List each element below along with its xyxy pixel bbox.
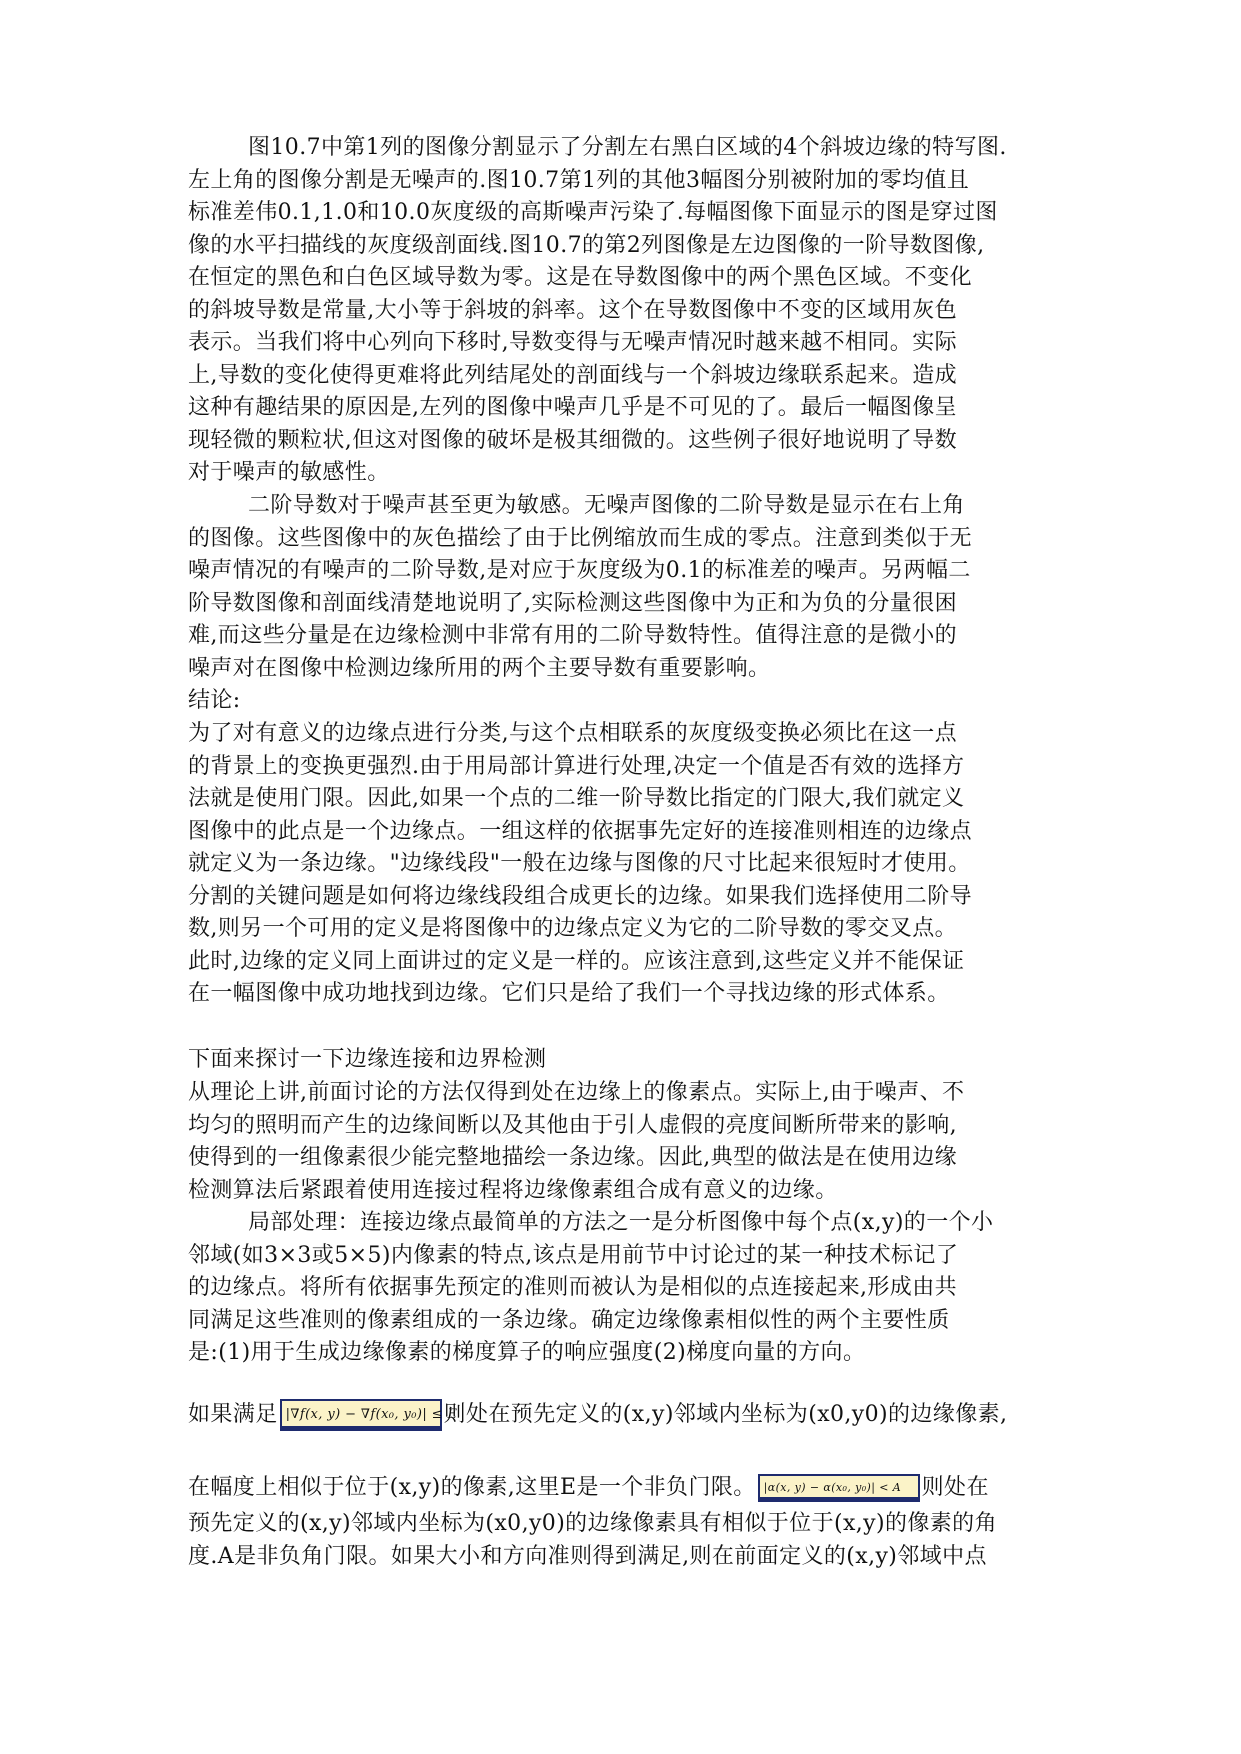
text-line: 局部处理：连接边缘点最简单的方法之一是分析图像中每个点(x,y)的一个小 — [248, 1210, 994, 1235]
text-fragment: 如果满足 — [188, 1402, 278, 1427]
text-fragment: 则处在 — [921, 1475, 989, 1500]
text-line: 这种有趣结果的原因是,左列的图像中噪声几乎是不可见的了。最后一幅图像呈 — [188, 395, 957, 420]
section-heading-block — [188, 1044, 1068, 1077]
text-line: 噪声对在图像中检测边缘所用的两个主要导数有重要影响。 — [188, 655, 771, 681]
text-line: 检测算法后紧跟着使用连接过程将边缘像素组合成有意义的边缘。 — [188, 1177, 838, 1203]
paragraph-3 — [188, 718, 1068, 1011]
paragraph-4 — [188, 1077, 1068, 1207]
text-line: 标准差伟0.1,1.0和10.0灰度级的高斯噪声污染了.每幅图像下面显示的图是穿过图 — [188, 200, 998, 225]
text-line: 的斜坡导数是常量,大小等于斜坡的斜率。这个在导数图像中不变的区域用灰色 — [188, 297, 957, 323]
text-line: 在一幅图像中成功地找到边缘。它们只是给了我们一个寻找边缘的形式体系。 — [188, 981, 950, 1006]
text-line: 分割的关键问题是如何将边缘线段组合成更长的边缘。如果我们选择使用二阶导 — [188, 883, 973, 909]
text-line: 噪声情况的有噪声的二阶导数,是对应于灰度级为0.1的标准差的噪声。另两幅二 — [188, 558, 971, 583]
text-line: 从理论上讲,前面讨论的方法仅得到处在边缘上的像素点。实际上,由于噪声、不 — [188, 1080, 965, 1105]
text-line: 预先定义的(x,y)邻域内坐标为(x0,y0)的边缘像素具有相似于位于(x,y)的像素的角 — [188, 1511, 997, 1536]
paragraph-1 — [188, 132, 1068, 490]
text-line: 此时,边缘的定义同上面讲过的定义是一样的。应该注意到,这些定义并不能保证 — [188, 948, 965, 974]
text-line: 数,则另一个可用的定义是将图像中的边缘点定义为它的二阶导数的零交叉点。 — [188, 916, 957, 941]
text-line: 度.A是非负角门限。如果大小和方向准则得到满足,则在前面定义的(x,y)邻域中点 — [188, 1543, 987, 1569]
text-line: 均匀的照明而产生的边缘间断以及其他由于引人虚假的亮度间断所带来的影响, — [188, 1112, 957, 1138]
text-line: 同满足这些准则的像素组成的一条边缘。确定边缘像素相似性的两个主要性质 — [188, 1307, 950, 1333]
text-line: 是:(1)用于生成边缘像素的梯度算子的响应强度(2)梯度向量的方向。 — [188, 1340, 866, 1365]
text-line: 为了对有意义的边缘点进行分类,与这个点相联系的灰度级变换必须比在这一点 — [188, 721, 957, 746]
text-line — [188, 1468, 1068, 1508]
text-line: 左上角的图像分割是无噪声的.图10.7第1列的其他3幅图分别被附加的零均值且 — [188, 167, 970, 193]
text-line: 阶导数图像和剖面线清楚地说明了,实际检测这些图像中为正和为负的分量很困 — [188, 590, 957, 616]
text-line: 法就是使用门限。因此,如果一个点的二维一阶导数比指定的门限大,我们就定义 — [188, 786, 965, 811]
text-line: 上,导数的变化使得更难将此列结尾处的剖面线与一个斜坡边缘联系起来。造成 — [188, 362, 957, 388]
text-line: 图像中的此点是一个边缘点。一组这样的依据事先定好的连接准则相连的边缘点 — [188, 818, 973, 844]
text-line: 图10.7中第1列的图像分割显示了分割左右黑白区域的4个斜坡边缘的特写图. — [248, 135, 1007, 160]
text-line: 邻域(如3×3或5×5)内像素的特点,该点是用前节中讨论过的某一种技术标记了 — [188, 1242, 959, 1268]
text-line: 的背景上的变换更强烈.由于用局部计算进行处理,决定一个值是否有效的选择方 — [188, 753, 965, 779]
magnitude-condition-formula: |∇f(x, y) − ∇f(x₀, y₀)| ≤ E — [280, 1399, 442, 1431]
text-line: 像的水平扫描线的灰度级剖面线.图10.7的第2列图像是左边图像的一阶导数图像, — [188, 232, 985, 258]
text-line: 对于噪声的敏感性。 — [188, 460, 390, 485]
section-heading: 下面来探讨一下边缘连接和边界检测 — [188, 1047, 547, 1072]
angle-condition-formula: |α(x, y) − α(x₀, y₀)| < A — [758, 1474, 920, 1502]
text-line: 的图像。这些图像中的灰色描绘了由于比例缩放而生成的零点。注意到类似于无 — [188, 525, 973, 551]
paragraph-2 — [188, 490, 1068, 685]
conclusion-label: 结论: — [188, 688, 241, 713]
paragraph-6-line-2 — [188, 1468, 1068, 1508]
text-fragment: 在幅度上相似于位于(x,y)的像素,这里E是一个非负门限。 — [188, 1475, 756, 1500]
text-line: 二阶导数对于噪声甚至更为敏感。无噪声图像的二阶导数是显示在右上角 — [248, 493, 965, 518]
conclusion-label-block — [188, 685, 1068, 718]
text-line: 的边缘点。将所有依据事先预定的准则而被认为是相似的点连接起来,形成由共 — [188, 1275, 957, 1300]
text-line: 使得到的一组像素很少能完整地描绘一条边缘。因此,典型的做法是在使用边缘 — [188, 1145, 957, 1170]
text-line: 表示。当我们将中心列向下移时,导数变得与无噪声情况时越来越不相同。实际 — [188, 330, 957, 355]
text-line — [188, 1395, 1068, 1435]
paragraph-5 — [188, 1207, 1068, 1370]
text-line: 难,而这些分量是在边缘检测中非常有用的二阶导数特性。值得注意的是微小的 — [188, 623, 957, 648]
text-line: 在恒定的黑色和白色区域导数为零。这是在导数图像中的两个黑色区域。不变化 — [188, 265, 973, 290]
text-line: 就定义为一条边缘。"边缘线段"一般在边缘与图像的尺寸比起来很短时才使用。 — [188, 851, 971, 876]
text-fragment: 则处在预先定义的(x,y)邻域内坐标为(x0,y0)的边缘像素, — [443, 1402, 1008, 1427]
paragraph-6-line-1 — [188, 1395, 1068, 1435]
text-line: 现轻微的颗粒状,但这对图像的破坏是极其细微的。这些例子很好地说明了导数 — [188, 427, 957, 453]
paragraph-6-rest — [188, 1508, 1068, 1573]
